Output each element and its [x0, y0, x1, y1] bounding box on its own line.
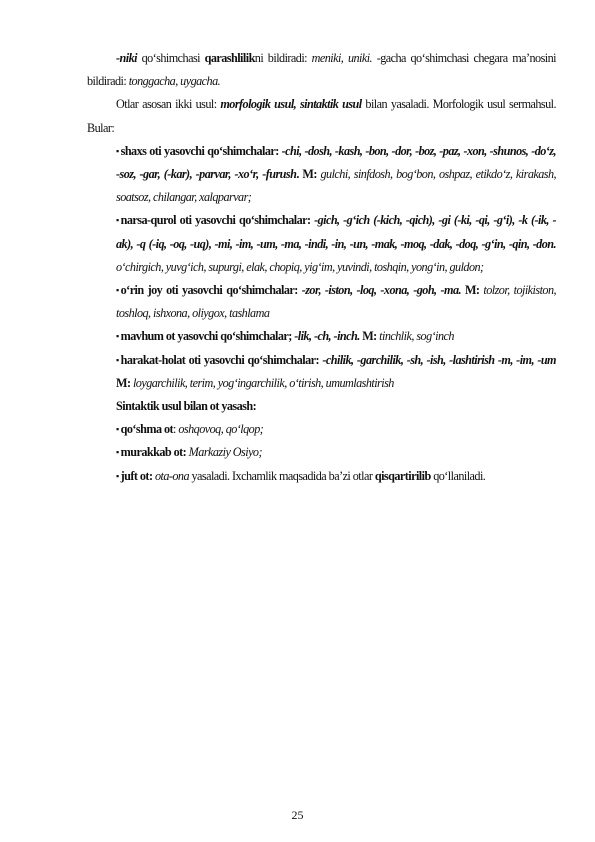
item-label: mavhum ot yasovchi qo‘shimchalar; [120, 329, 292, 344]
item-m: M: [461, 283, 480, 298]
examples: tonggacha, uygacha. [128, 74, 221, 89]
bullet-icon: ▪ [116, 331, 119, 342]
item-label: harakat-holat oti yasovchi qo‘shimchalar: [120, 352, 320, 367]
text: Otlar asosan ikki usul: [116, 97, 221, 112]
bullet-icon: ▪ [116, 354, 119, 365]
item-m: M: [116, 375, 131, 390]
term-qarashlilik: qarashlilik [204, 51, 255, 65]
item-suffixes: -chilik, -garchilik, -sh, -ish, -lashtirish -m, -im, -um [319, 352, 556, 367]
item-examples: ota-ona [152, 468, 190, 483]
list-item-harakat-holat [87, 349, 556, 395]
text: bilan yasaladi. Morfologik usul sermahsul. Bular: [87, 97, 556, 135]
bullet-icon: ▪ [116, 215, 119, 226]
text: ni bildiradi: [254, 51, 312, 65]
section-heading: Sintaktik usul bilan ot yasash: [116, 399, 257, 414]
item-examples: loygarchilik, terim, yog‘ingarchilik, o‘tirish, umumlashtirish [130, 375, 394, 390]
text: yasaladi. Ixchamlik maqsadida ba’zi otlar [189, 468, 375, 483]
list-item-shaxs-oti [87, 140, 556, 210]
item-suffixes: -gich, -g‘ich (-kich, -qich), -gi (-ki, -qi, -g‘i), -k (-ik, -ak), -q (-iq, -oq, -uq), -mi, -im, -um, -ma, -indi, -in, -un, -mak, -moq, -dak, -doq, -g‘in, -qin, -don. [116, 213, 556, 251]
item-suffixes: -chi, -dosh, -kash, -bon, -dor, -boz, -paz, -xon, -shunos, -do‘z, -soz, -gar, (-kar), -parvar, -xo‘r, -furush [116, 143, 556, 182]
list-item-qoshma-ot [87, 418, 556, 441]
item-examples: o‘chirgich, yuvg‘ich, supurgi, elak, chopiq, yig‘im, yuvindi, toshqin, yong‘in, guldon; [116, 259, 484, 274]
item-examples: oshqovoq, qo‘lqop; [178, 422, 264, 437]
item-label: o‘rin joy oti yasovchi qo‘shimchalar: [120, 283, 298, 298]
term-usullar: morfologik usul, sintaktik usul [220, 97, 362, 112]
item-label: shaxs oti yasovchi qo‘shimchalar: [120, 143, 279, 158]
list-item-juft-ot [87, 465, 556, 488]
paragraph-niki [87, 47, 556, 93]
page-number: 25 [291, 808, 304, 822]
text: -gacha qo‘shimchasi chegara ma’nosini bildiradi: [87, 51, 556, 89]
item-m: . M: [296, 167, 321, 182]
examples: meniki, uniki. [311, 51, 373, 65]
item-label: narsa-qurol oti yasovchi qo‘shimchalar: [120, 213, 311, 228]
item-examples: gulchi, sinfdosh, bog‘bon, oshpaz, etikdo‘z, kirakash, soatsoz, chilangar, xalqparvar; [116, 167, 556, 205]
text: qo‘llaniladi. [430, 468, 486, 483]
list-item-murakkab-ot [87, 441, 556, 464]
text: : [173, 422, 179, 437]
bullet-icon: ▪ [116, 285, 119, 296]
bullet-icon: ▪ [116, 447, 119, 458]
list-item-orin-joy [87, 279, 556, 325]
bullet-icon: ▪ [116, 424, 119, 435]
item-examples: tolzor, tojikiston, toshloq, ishxona, oliygox, tashlama [116, 283, 556, 321]
item-suffixes: -lik, -ch, -inch. [291, 329, 360, 344]
text: qo‘shimchasi [136, 51, 205, 65]
item-examples: Markaziy Osiyo; [186, 445, 262, 460]
list-item-narsa-qurol [87, 209, 556, 279]
item-label: juft ot: [120, 468, 153, 483]
bullet-icon: ▪ [116, 470, 119, 481]
suffix-niki: -niki [116, 51, 137, 65]
list-item-mavhum-ot [87, 325, 556, 348]
paragraph-usullar [87, 93, 556, 139]
bullet-icon: ▪ [116, 145, 119, 156]
item-examples: tinchlik, sog‘inch [376, 329, 454, 344]
term-qisqartirilib: qisqartirilib [374, 468, 431, 483]
item-m: M: [359, 329, 377, 344]
page-content [87, 47, 556, 488]
item-suffixes: -zor, -iston, -loq, -xona, -goh, -ma. [297, 283, 461, 298]
item-label: qo‘shma ot [120, 422, 174, 437]
item-label: murakkab ot: [120, 445, 187, 460]
